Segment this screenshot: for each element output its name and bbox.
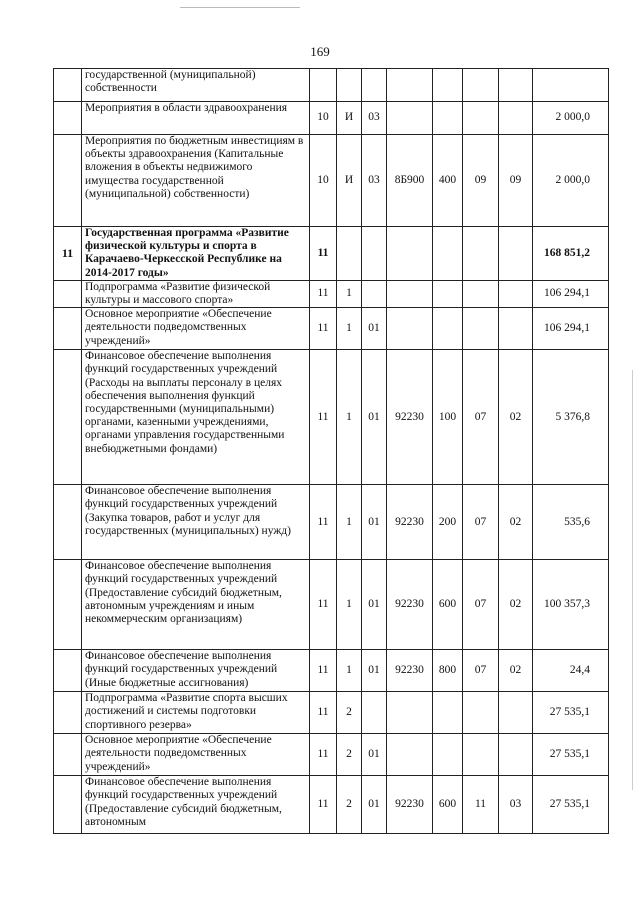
expense-type-cell xyxy=(433,102,463,135)
amount-cell: 168 851,2 xyxy=(533,227,609,281)
row-number-cell xyxy=(54,102,82,135)
section-cell: 09 xyxy=(463,135,499,227)
code-program-cell: 11 xyxy=(310,350,337,485)
subsection-cell: 02 xyxy=(499,485,533,560)
subsection-cell xyxy=(499,308,533,350)
code-subprogram-cell: 1 xyxy=(337,560,362,650)
row-number-cell xyxy=(54,485,82,560)
code-subprogram-cell: 1 xyxy=(337,650,362,692)
code-program-cell: 11 xyxy=(310,560,337,650)
expense-type-cell: 800 xyxy=(433,650,463,692)
code-subprogram-cell: 1 xyxy=(337,308,362,350)
expense-type-cell: 600 xyxy=(433,776,463,834)
code-program-cell: 11 xyxy=(310,280,337,307)
subsection-cell: 02 xyxy=(499,650,533,692)
budget-table xyxy=(53,68,609,834)
code-program-cell: 11 xyxy=(310,485,337,560)
expense-type-cell xyxy=(433,308,463,350)
code-measure-cell: 01 xyxy=(362,776,387,834)
row-number-cell xyxy=(54,280,82,307)
section-cell: 07 xyxy=(463,560,499,650)
table-row xyxy=(54,776,609,834)
expense-type-cell: 200 xyxy=(433,485,463,560)
code-subprogram-cell: И xyxy=(337,135,362,227)
table-row xyxy=(54,308,609,350)
code-measure-cell: 01 xyxy=(362,650,387,692)
code-measure-cell: 03 xyxy=(362,135,387,227)
expense-type-cell xyxy=(433,734,463,776)
description-cell: Основное мероприятие «Обеспечение деятельности подведомственных учреждений» xyxy=(82,308,310,350)
code-measure-cell xyxy=(362,69,387,102)
row-number-cell xyxy=(54,560,82,650)
row-number-cell xyxy=(54,734,82,776)
section-cell xyxy=(463,69,499,102)
code-measure-cell: 01 xyxy=(362,485,387,560)
section-cell: 07 xyxy=(463,650,499,692)
row-number-cell: 11 xyxy=(54,227,82,281)
amount-cell: 2 000,0 xyxy=(533,135,609,227)
table-row xyxy=(54,485,609,560)
expense-type-cell xyxy=(433,692,463,734)
row-number-cell xyxy=(54,308,82,350)
description-cell: Мероприятия в области здравоохранения xyxy=(82,102,310,135)
table-row xyxy=(54,650,609,692)
code-direction-cell: 92230 xyxy=(387,560,433,650)
amount-cell: 27 535,1 xyxy=(533,776,609,834)
amount-cell: 106 294,1 xyxy=(533,280,609,307)
row-number-cell xyxy=(54,692,82,734)
table-row xyxy=(54,280,609,307)
subsection-cell xyxy=(499,69,533,102)
code-direction-cell xyxy=(387,280,433,307)
code-program-cell: 11 xyxy=(310,308,337,350)
code-subprogram-cell: 2 xyxy=(337,734,362,776)
table-row xyxy=(54,350,609,485)
right-margin-rule xyxy=(632,370,633,790)
description-cell: Основное мероприятие «Обеспечение деятельности подведомственных учреждений» xyxy=(82,734,310,776)
expense-type-cell xyxy=(433,280,463,307)
code-direction-cell: 92230 xyxy=(387,776,433,834)
code-direction-cell: 92230 xyxy=(387,350,433,485)
row-number-cell xyxy=(54,135,82,227)
description-cell: Подпрограмма «Развитие спорта высших достижений и системы подготовки спортивного резерва» xyxy=(82,692,310,734)
budget-table-body xyxy=(54,69,609,834)
subsection-cell: 03 xyxy=(499,776,533,834)
code-measure-cell: 03 xyxy=(362,102,387,135)
subsection-cell: 02 xyxy=(499,560,533,650)
table-row xyxy=(54,734,609,776)
amount-cell: 535,6 xyxy=(533,485,609,560)
expense-type-cell xyxy=(433,69,463,102)
code-program-cell xyxy=(310,69,337,102)
code-measure-cell xyxy=(362,280,387,307)
page-number: 169 xyxy=(310,44,330,59)
subsection-cell xyxy=(499,280,533,307)
description-cell: Финансовое обеспечение выполнения функций государственных учреждений (Иные бюджетные ассигнования) xyxy=(82,650,310,692)
amount-cell: 100 357,3 xyxy=(533,560,609,650)
description-cell: Подпрограмма «Развитие физической культуры и массового спорта» xyxy=(82,280,310,307)
row-number-cell xyxy=(54,69,82,102)
description-cell: государственной (муниципальной) собственности xyxy=(82,69,310,102)
subsection-cell xyxy=(499,227,533,281)
code-subprogram-cell: И xyxy=(337,102,362,135)
code-program-cell: 11 xyxy=(310,734,337,776)
code-direction-cell xyxy=(387,692,433,734)
code-measure-cell: 01 xyxy=(362,308,387,350)
code-subprogram-cell: 1 xyxy=(337,280,362,307)
description-cell: Финансовое обеспечение выполнения функций государственных учреждений (Предоставление субсидий бюджетным, автономным xyxy=(82,776,310,834)
subsection-cell: 02 xyxy=(499,350,533,485)
description-cell: Мероприятия по бюджетным инвестициям в объекты здравоохранения (Капитальные вложения в объекты недвижимого имущества государственной (муниципальной) собственности) xyxy=(82,135,310,227)
code-direction-cell xyxy=(387,734,433,776)
code-measure-cell: 01 xyxy=(362,734,387,776)
table-row xyxy=(54,69,609,102)
description-cell: Финансовое обеспечение выполнения функций государственных учреждений (Предоставление субсидий бюджетным, автономным учреждениям и иным некоммерческим организациям) xyxy=(82,560,310,650)
amount-cell xyxy=(533,69,609,102)
section-cell: 07 xyxy=(463,350,499,485)
code-measure-cell: 01 xyxy=(362,560,387,650)
top-decorative-rule xyxy=(180,7,300,8)
amount-cell: 27 535,1 xyxy=(533,692,609,734)
code-measure-cell xyxy=(362,692,387,734)
table-row xyxy=(54,227,609,281)
code-program-cell: 11 xyxy=(310,692,337,734)
amount-cell: 106 294,1 xyxy=(533,308,609,350)
section-cell: 11 xyxy=(463,776,499,834)
subsection-cell: 09 xyxy=(499,135,533,227)
description-cell: Государственная программа «Развитие физической культуры и спорта в Карачаево-Черкесской Республике на 2014-2017 годы» xyxy=(82,227,310,281)
code-direction-cell xyxy=(387,308,433,350)
description-cell: Финансовое обеспечение выполнения функций государственных учреждений (Закупка товаров, работ и услуг для государственных (муниципальных) нужд) xyxy=(82,485,310,560)
code-program-cell: 11 xyxy=(310,776,337,834)
expense-type-cell xyxy=(433,227,463,281)
amount-cell: 24,4 xyxy=(533,650,609,692)
subsection-cell xyxy=(499,734,533,776)
code-direction-cell xyxy=(387,102,433,135)
code-subprogram-cell xyxy=(337,227,362,281)
amount-cell: 2 000,0 xyxy=(533,102,609,135)
row-number-cell xyxy=(54,350,82,485)
row-number-cell xyxy=(54,776,82,834)
expense-type-cell: 400 xyxy=(433,135,463,227)
row-number-cell xyxy=(54,650,82,692)
code-direction-cell xyxy=(387,227,433,281)
code-measure-cell xyxy=(362,227,387,281)
section-cell xyxy=(463,734,499,776)
table-row xyxy=(54,135,609,227)
amount-cell: 5 376,8 xyxy=(533,350,609,485)
code-subprogram-cell: 1 xyxy=(337,485,362,560)
code-direction-cell: 92230 xyxy=(387,485,433,560)
table-row xyxy=(54,102,609,135)
code-subprogram-cell: 1 xyxy=(337,350,362,485)
section-cell xyxy=(463,308,499,350)
amount-cell: 27 535,1 xyxy=(533,734,609,776)
code-subprogram-cell xyxy=(337,69,362,102)
code-measure-cell: 01 xyxy=(362,350,387,485)
code-subprogram-cell: 2 xyxy=(337,692,362,734)
section-cell xyxy=(463,102,499,135)
code-direction-cell xyxy=(387,69,433,102)
code-program-cell: 10 xyxy=(310,135,337,227)
code-direction-cell: 92230 xyxy=(387,650,433,692)
section-cell: 07 xyxy=(463,485,499,560)
section-cell xyxy=(463,227,499,281)
code-program-cell: 11 xyxy=(310,650,337,692)
expense-type-cell: 100 xyxy=(433,350,463,485)
section-cell xyxy=(463,280,499,307)
section-cell xyxy=(463,692,499,734)
subsection-cell xyxy=(499,692,533,734)
code-program-cell: 10 xyxy=(310,102,337,135)
code-subprogram-cell: 2 xyxy=(337,776,362,834)
expense-type-cell: 600 xyxy=(433,560,463,650)
table-row xyxy=(54,692,609,734)
code-program-cell: 11 xyxy=(310,227,337,281)
subsection-cell xyxy=(499,102,533,135)
code-direction-cell: 8Б900 xyxy=(387,135,433,227)
table-row xyxy=(54,560,609,650)
description-cell: Финансовое обеспечение выполнения функций государственных учреждений (Расходы на выплаты персоналу в целях обеспечения выполнения функций государственными (муниципальными) органами, казенными учреждениями, органами управления государственными внебюджетными фондами) xyxy=(82,350,310,485)
